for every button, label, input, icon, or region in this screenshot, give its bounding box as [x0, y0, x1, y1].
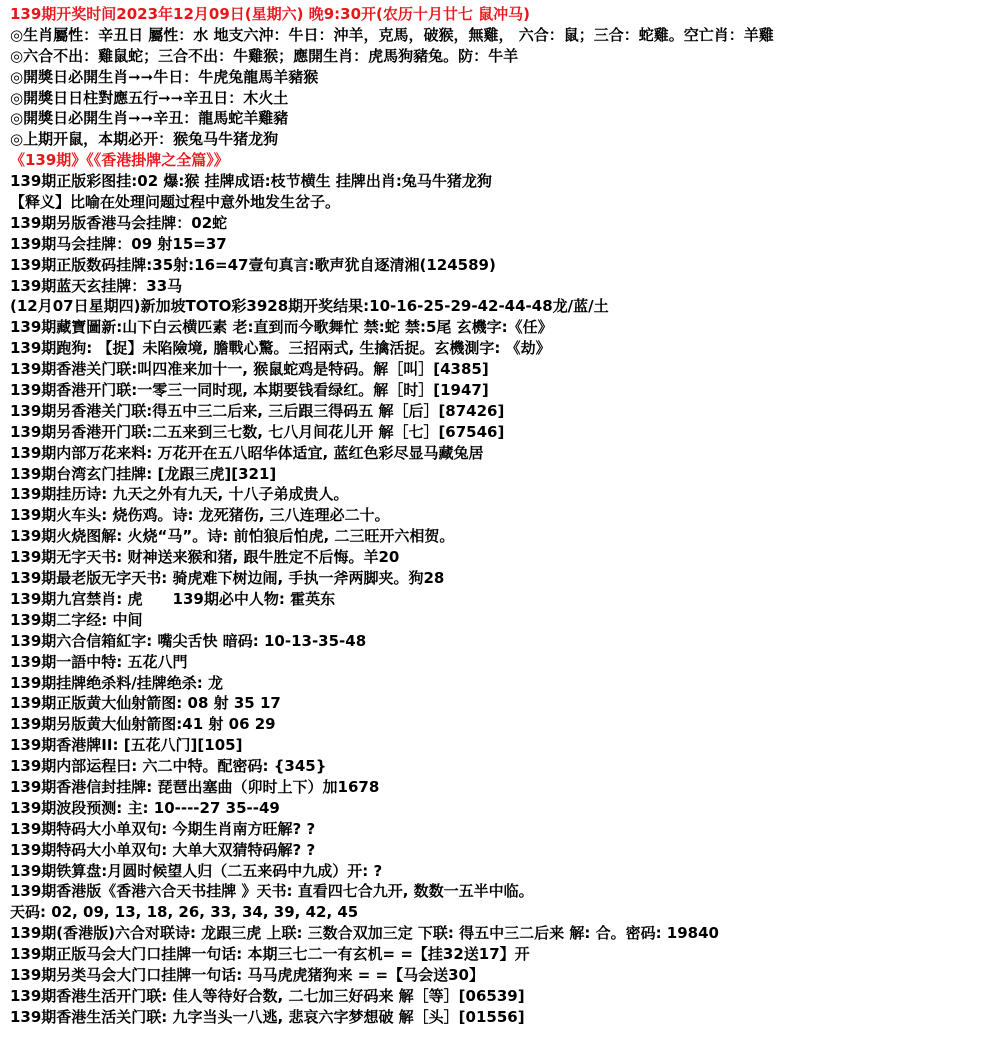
text-line: ◎開獎日必開生肖➞➞辛丑：龍馬蛇羊雞豬 — [10, 109, 289, 128]
heading-line: 139期开奖时间2023年12月09日(星期六) 晚9:30开(农历十月廿七 鼠冲马) — [10, 5, 530, 23]
text-line: 139期香港生活开门联: 佳人等待好合数, 二七加三好码来 解［等］[06539] — [10, 986, 525, 1005]
text-line: (12月07日星期四)新加坡TOTO彩3928期开奖结果:10-16-25-29-42-44-48龙/蓝/土 — [10, 297, 609, 316]
text-line: 139期香港生活关门联: 九字当头一八逃, 悲哀六字梦想破 解［头］[01556] — [10, 1007, 525, 1026]
document-body — [10, 4, 995, 1028]
text-line: 139期另版黄大仙射箭图:41 射 06 29 — [10, 715, 276, 734]
text-line: 139期内部万花来料: 万花开在五八昭华体适宜, 蓝红色彩尽显马藏兔居 — [10, 443, 484, 462]
text-line: 139期藏寶圖新:山下白云横匹素 老:直到而今歌舞忙 禁:蛇 禁:5尾 玄機字:《任》 — [10, 318, 553, 337]
text-line: 139期正版马会大门口挂牌一句话: 本期三七二一有玄机= =【挂32送17】开 — [10, 945, 530, 964]
text-line: 139期二字经: 中间 — [10, 610, 143, 629]
text-line: 139期波段预测: 主: 10----27 35--49 — [10, 798, 280, 817]
text-line: 139期马会挂牌：09 射15=37 — [10, 234, 227, 253]
text-line: 139期特码大小单双句: 今期生肖南方旺解? ? — [10, 819, 316, 838]
text-line: 139期香港牌II: [五花八门][105] — [10, 736, 243, 755]
text-line: 139期挂牌绝杀料/挂牌绝杀: 龙 — [10, 673, 224, 692]
text-line: 139期六合信箱紅字: 嘴尖舌快 暗码: 10-13-35-48 — [10, 631, 367, 650]
text-line: ◎開獎日必開生肖➞➞牛日：牛虎兔龍馬羊豬猴 — [10, 67, 319, 86]
text-line: ◎開獎日日柱對應五行➞➞辛丑日：木火土 — [10, 88, 289, 107]
text-line: ◎生肖屬性：辛丑日 屬性：水 地支六沖：牛日：沖羊，克馬，破猴，無雞， 六合：鼠；三合：蛇雞。空亡肖：羊雞 — [10, 25, 774, 44]
text-line: 139期最老版无字天书: 骑虎难下树边闹, 手执一斧两脚夹。狗28 — [10, 569, 445, 588]
text-line: 139期香港版《香港六合天书挂牌 》天书: 直看四七合九开, 数数一五半中临。 — [10, 882, 534, 901]
text-line: 139期另香港关门联:得五中三二后来, 三后跟三得码五 解［后］[87426] — [10, 401, 505, 420]
text-line: 139期挂历诗: 九天之外有九天, 十八子弟成贵人。 — [10, 485, 349, 504]
text-line: 139期另类马会大门口挂牌一句话: 马马虎虎猪狗来 = =【马会送30】 — [10, 965, 484, 984]
text-line: 139期台湾玄门挂牌: [龙跟三虎][321] — [10, 464, 277, 483]
text-line: 139期正版彩图挂:02 爆:猴 挂牌成语:枝节横生 挂牌出肖:兔马牛猪龙狗 — [10, 172, 492, 191]
text-line: ◎上期开鼠，本期必开：猴兔马牛猪龙狗 — [10, 130, 279, 149]
text-line: 139期蓝天玄挂牌：33马 — [10, 276, 183, 295]
text-line: 139期内部运程曰: 六二中特。配密码: {345} — [10, 757, 327, 776]
text-line: 【释义】比喻在处理问题过程中意外地发生岔子。 — [10, 193, 341, 212]
text-line: 139期九宫禁肖: 虎 139期必中人物: 霍英东 — [10, 589, 336, 608]
text-line: 139期香港开门联:一零三一同时现, 本期要钱看绿红。解［时］[1947] — [10, 381, 489, 400]
text-line: 139期特码大小单双句: 大单大双猜特码解? ? — [10, 840, 316, 859]
text-line: 139期正版黄大仙射箭图: 08 射 35 17 — [10, 694, 281, 713]
text-line: 139期另版香港马会挂牌：02蛇 — [10, 213, 228, 232]
text-line: 天码: 02, 09, 13, 18, 26, 33, 34, 39, 42, 45 — [10, 903, 359, 922]
text-line: 139期无字天书: 财神送来猴和猪, 跟牛胜定不后悔。羊20 — [10, 548, 400, 567]
text-line: 139期(香港版)六合对联诗: 龙跟三虎 上联: 三数合双加三定 下联: 得五中三二后来 解: 合。密码: 19840 — [10, 924, 719, 943]
text-line: 139期另香港开门联:二五来到三七数, 七八月间花儿开 解［七］[67546] — [10, 422, 505, 441]
text-line: 139期香港信封挂牌: 琵琶出塞曲（卯时上下）加1678 — [10, 777, 380, 796]
text-line: 139期火车头: 烧伤鸡。诗: 龙死猪伤, 三八连理必二十。 — [10, 506, 390, 525]
text-line: 139期一語中特: 五花八門 — [10, 652, 188, 671]
text-line: 139期跑狗: 【捉】未陷險境, 膽戰心驚。三招兩式, 生擒活捉。玄機測字: 《劫》 — [10, 339, 551, 358]
text-line: 139期火烧图解: 火烧“马”。诗: 前怕狼后怕虎, 二三旺开六相贺。 — [10, 527, 455, 546]
heading-line: 《139期》《《香港掛牌之全篇》》 — [10, 151, 229, 170]
text-line: 139期正版数码挂牌:35射:16=47壹句真言:歌声犹自逐清湘(124589) — [10, 255, 496, 274]
text-line: 139期香港关门联:叫四准来加十一, 猴鼠蛇鸡是特码。解［叫］[4385] — [10, 360, 489, 379]
text-line: 139期铁算盘:月圆时候望人归（二五来码中九成）开: ? — [10, 861, 383, 880]
text-line: ◎六合不出：雞鼠蛇；三合不出：牛雞猴；應開生肖：虎馬狗豬兔。防：牛羊 — [10, 46, 519, 65]
